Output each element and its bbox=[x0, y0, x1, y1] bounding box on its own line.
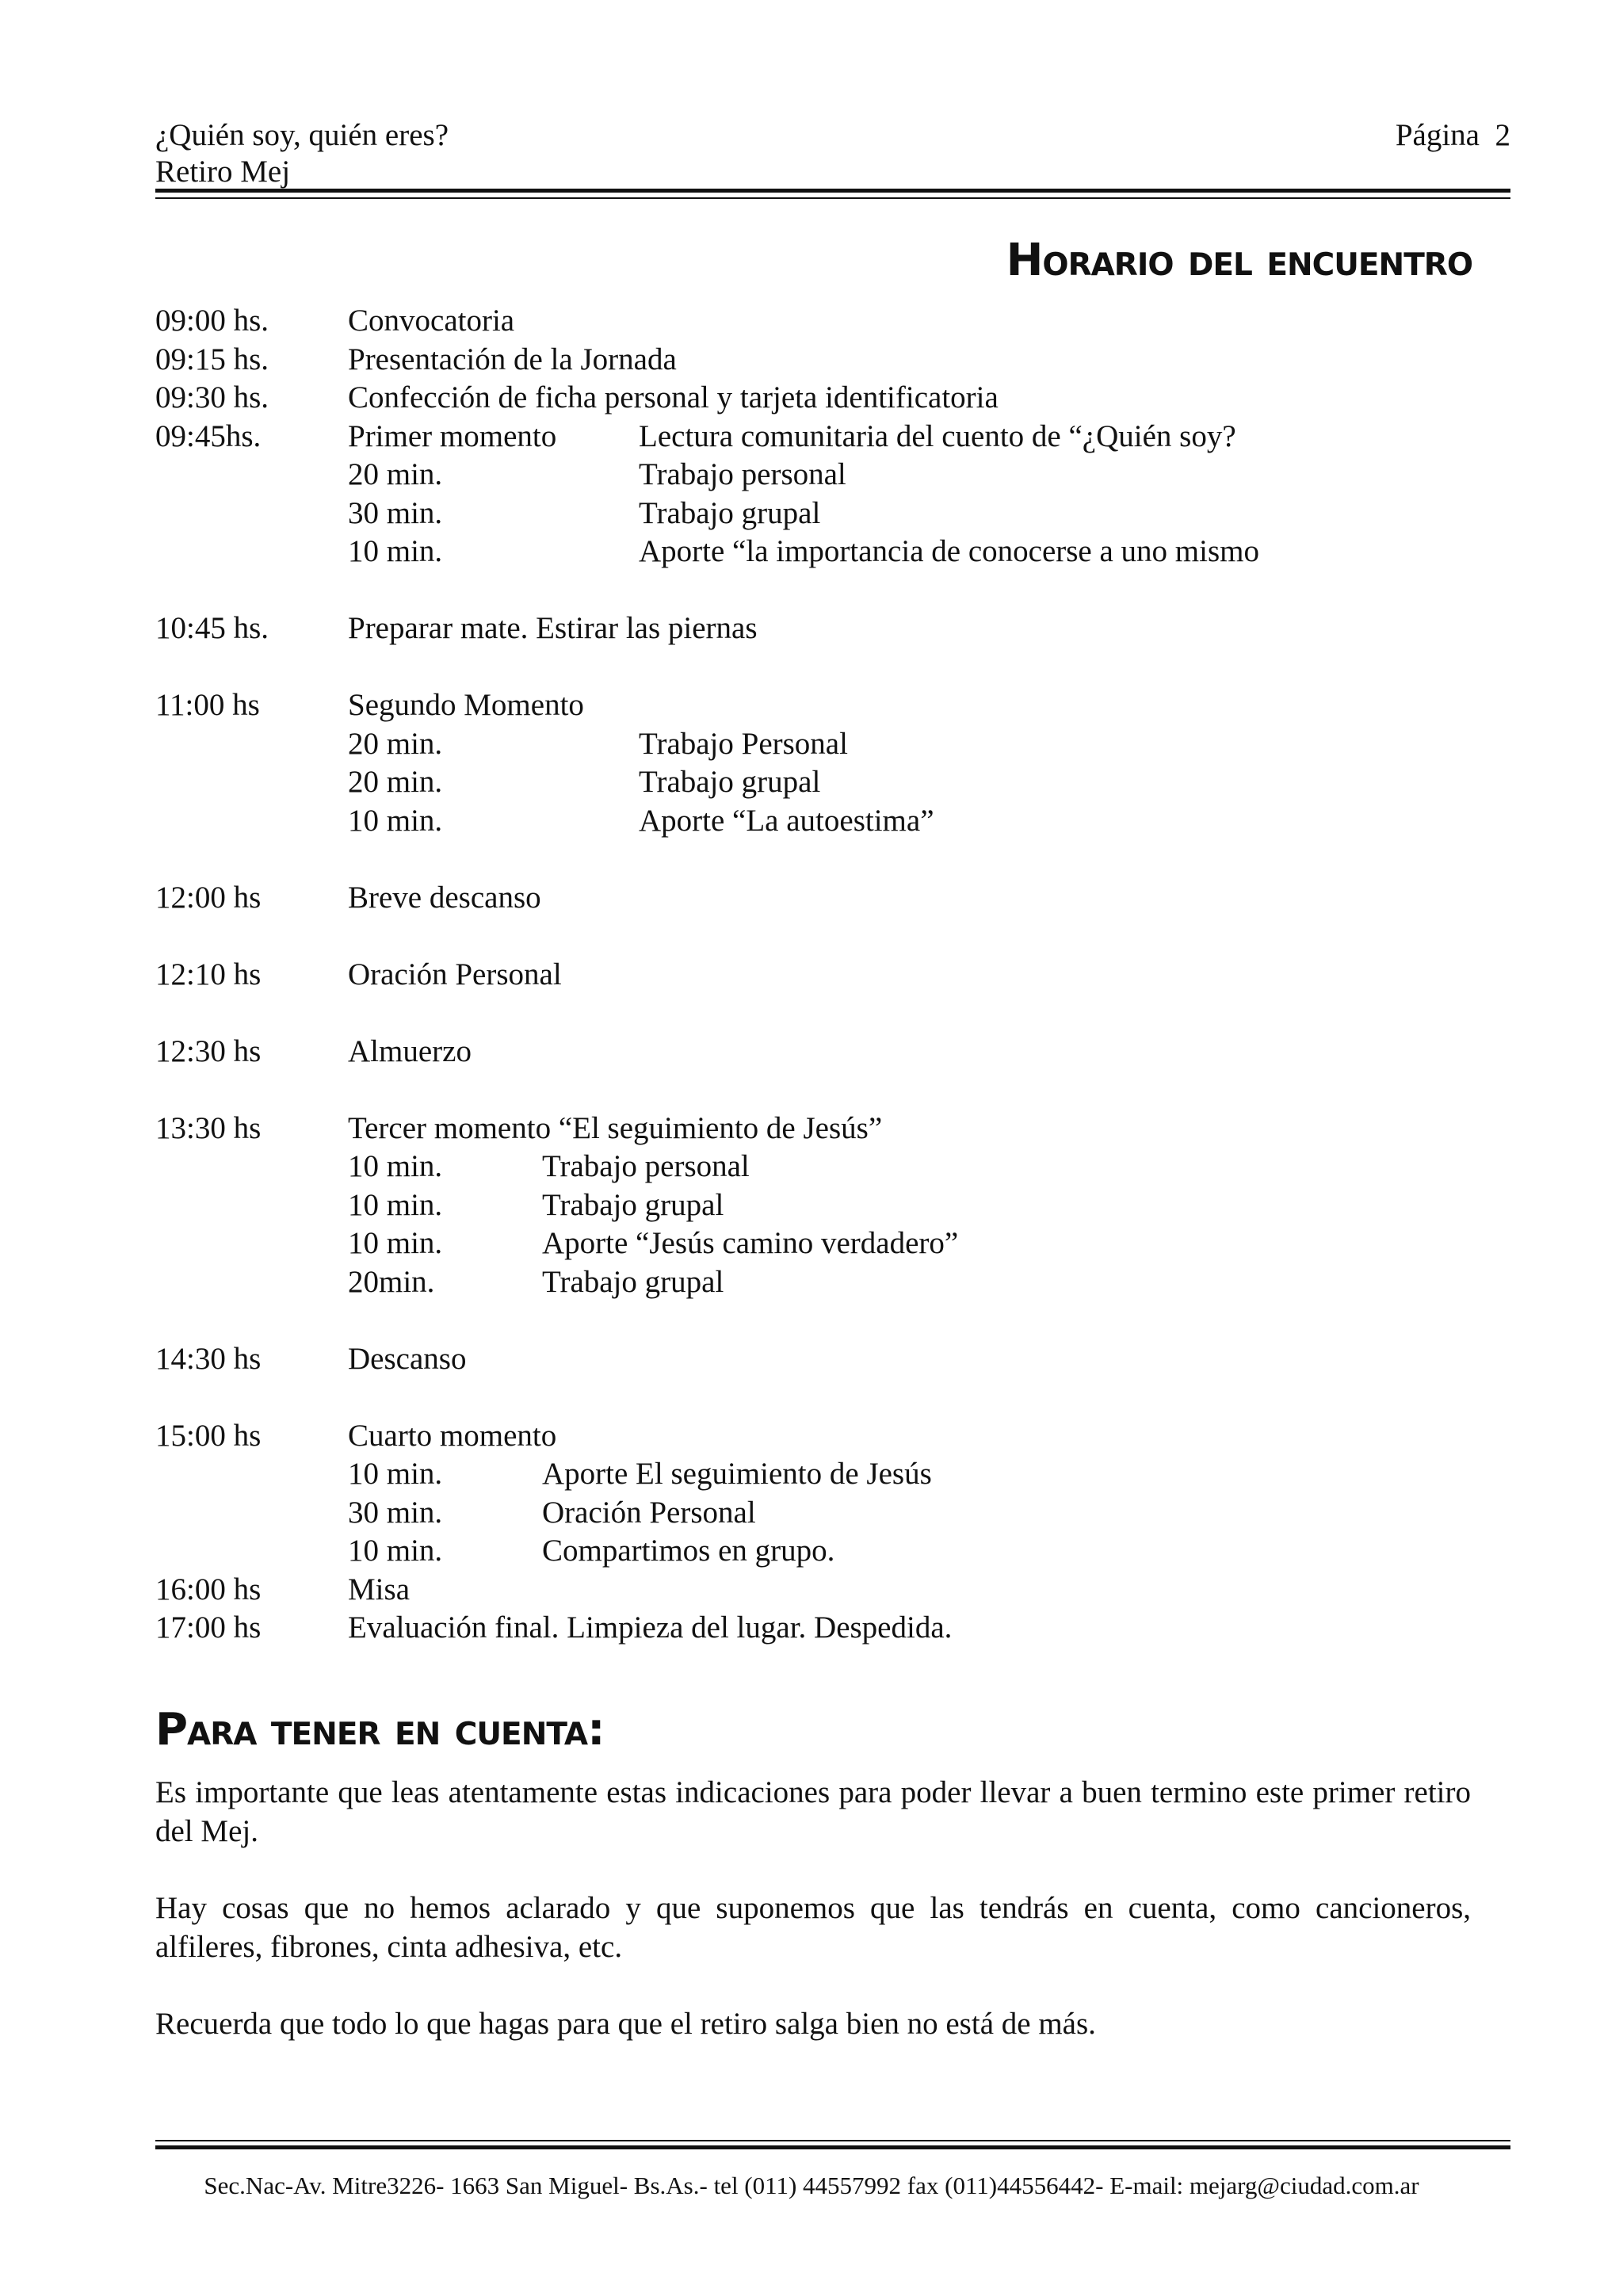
schedule-detail: Aporte El seguimiento de Jesús bbox=[542, 1457, 932, 1491]
schedule-time: 17:00 hs bbox=[155, 1610, 262, 1645]
schedule-row bbox=[155, 1571, 1518, 1610]
schedule-activity: 10 min. bbox=[348, 1187, 443, 1222]
schedule-activity: 30 min. bbox=[348, 495, 443, 530]
schedule-row bbox=[155, 495, 1518, 533]
schedule-activity: 20 min. bbox=[348, 765, 443, 799]
schedule-row bbox=[155, 1186, 1518, 1225]
schedule-row bbox=[155, 1263, 1518, 1302]
schedule-activity: Confección de ficha personal y tarjeta identificatoria bbox=[348, 380, 999, 415]
schedule-row bbox=[155, 1609, 1518, 1648]
schedule-row bbox=[155, 609, 1518, 648]
schedule-activity: Misa bbox=[348, 1572, 410, 1606]
document-title: ¿Quién soy, quién eres? bbox=[155, 118, 449, 152]
schedule-spacer bbox=[155, 648, 1518, 687]
schedule-time: 10:45 hs. bbox=[155, 611, 269, 645]
schedule-detail: Oración Personal bbox=[542, 1495, 756, 1530]
schedule-spacer bbox=[155, 994, 1518, 1033]
schedule-activity: Descanso bbox=[348, 1341, 467, 1376]
schedule-activity: Primer momento bbox=[348, 418, 557, 453]
schedule-activity: Evaluación final. Limpieza del lugar. Despedida. bbox=[348, 1610, 953, 1645]
footer-rule-thick bbox=[155, 2145, 1510, 2149]
schedule-time: 12:30 hs bbox=[155, 1033, 262, 1068]
schedule-time: 09:45hs. bbox=[155, 418, 262, 453]
schedule-detail: Trabajo grupal bbox=[542, 1187, 724, 1222]
page-number: Página 2 bbox=[1395, 118, 1510, 152]
header-rule-thin bbox=[155, 197, 1510, 199]
schedule-activity: Almuerzo bbox=[348, 1033, 472, 1068]
schedule-activity: Segundo Momento bbox=[348, 688, 584, 722]
schedule-detail: Aporte “la importancia de conocerse a uno mismo bbox=[639, 534, 1259, 568]
schedule-time: 13:30 hs bbox=[155, 1110, 262, 1145]
schedule-detail: Trabajo personal bbox=[639, 457, 846, 491]
schedule-heading: Horario del encuentro bbox=[1006, 235, 1472, 286]
header-rule-thick bbox=[155, 189, 1510, 193]
schedule-time: 12:10 hs bbox=[155, 957, 262, 991]
note-paragraph: Recuerda que todo lo que hagas para que el retiro salga bien no está de más. bbox=[155, 2007, 1096, 2041]
schedule-time: 14:30 hs bbox=[155, 1341, 262, 1376]
schedule-activity: Presentación de la Jornada bbox=[348, 342, 677, 376]
schedule-activity: Oración Personal bbox=[348, 957, 562, 991]
schedule-row bbox=[155, 879, 1518, 918]
note-paragraph: Es importante que leas atentamente estas indicaciones para poder llevar a buen termino este primer retiro del Mej. bbox=[155, 1775, 1471, 1848]
schedule-row bbox=[155, 956, 1518, 995]
schedule-row bbox=[155, 302, 1518, 341]
schedule-activity: 20min. bbox=[348, 1264, 435, 1299]
schedule-detail: Compartimos en grupo. bbox=[542, 1534, 835, 1568]
schedule-spacer bbox=[155, 917, 1518, 956]
schedule-activity: 10 min. bbox=[348, 803, 443, 838]
footer-contact: Sec.Nac-Av. Mitre3226- 1663 San Miguel- Bs.As.- tel (011) 44557992 fax (011)44556442- E-mail: mejarg@ciudad.com.ar bbox=[204, 2172, 1419, 2199]
schedule-time: 11:00 hs bbox=[155, 688, 260, 722]
schedule-activity: Tercer momento “El seguimiento de Jesús” bbox=[348, 1110, 883, 1145]
schedule-detail: Aporte “Jesús camino verdadero” bbox=[542, 1226, 959, 1260]
schedule-row bbox=[155, 763, 1518, 802]
schedule-row bbox=[155, 1033, 1518, 1072]
schedule-activity: Cuarto momento bbox=[348, 1418, 557, 1453]
schedule-row bbox=[155, 1417, 1518, 1456]
schedule-time: 09:00 hs. bbox=[155, 304, 269, 338]
schedule-activity: 20 min. bbox=[348, 726, 443, 761]
schedule-activity: 20 min. bbox=[348, 457, 443, 491]
schedule-row bbox=[155, 1110, 1518, 1148]
schedule-activity: 30 min. bbox=[348, 1495, 443, 1530]
schedule-activity: Breve descanso bbox=[348, 880, 541, 915]
schedule-row bbox=[155, 456, 1518, 495]
notes-heading: Para tener en cuenta: bbox=[155, 1704, 605, 1755]
document-subtitle: Retiro Mej bbox=[155, 155, 291, 189]
footer-rule-thin bbox=[155, 2140, 1510, 2141]
schedule-row bbox=[155, 1455, 1518, 1494]
schedule-activity: 10 min. bbox=[348, 1457, 443, 1491]
schedule-activity: Convocatoria bbox=[348, 304, 515, 338]
schedule-detail: Trabajo personal bbox=[542, 1149, 750, 1183]
schedule-time: 09:15 hs. bbox=[155, 342, 269, 376]
schedule-time: 15:00 hs bbox=[155, 1418, 262, 1453]
schedule-detail: Trabajo grupal bbox=[639, 495, 821, 530]
schedule-row bbox=[155, 725, 1518, 764]
schedule-row bbox=[155, 1148, 1518, 1186]
schedule-time: 16:00 hs bbox=[155, 1572, 262, 1606]
schedule-spacer bbox=[155, 1378, 1518, 1417]
schedule-detail: Trabajo grupal bbox=[542, 1264, 724, 1299]
schedule-row bbox=[155, 802, 1518, 841]
schedule-row bbox=[155, 1224, 1518, 1263]
schedule-activity: 10 min. bbox=[348, 1534, 443, 1568]
schedule-activity: Preparar mate. Estirar las piernas bbox=[348, 611, 758, 645]
schedule-row bbox=[155, 1340, 1518, 1379]
schedule-table bbox=[155, 302, 1518, 1648]
schedule-row bbox=[155, 1532, 1518, 1571]
schedule-spacer bbox=[155, 1301, 1518, 1340]
schedule-time: 12:00 hs bbox=[155, 880, 262, 915]
note-paragraph: Hay cosas que no hemos aclarado y que suponemos que las tendrás en cuenta, como cancioneros, alfileres, fibrones, cinta adhesiva, etc. bbox=[155, 1891, 1471, 1964]
schedule-detail: Trabajo Personal bbox=[639, 726, 848, 761]
schedule-spacer bbox=[155, 840, 1518, 879]
schedule-row bbox=[155, 686, 1518, 725]
schedule-row bbox=[155, 341, 1518, 380]
schedule-spacer bbox=[155, 571, 1518, 610]
schedule-detail: Aporte “La autoestima” bbox=[639, 803, 934, 838]
schedule-activity: 10 min. bbox=[348, 1226, 443, 1260]
schedule-activity: 10 min. bbox=[348, 534, 443, 568]
schedule-activity: 10 min. bbox=[348, 1149, 443, 1183]
schedule-spacer bbox=[155, 1071, 1518, 1110]
schedule-detail: Lectura comunitaria del cuento de “¿Quién soy? bbox=[639, 418, 1236, 453]
schedule-row bbox=[155, 1494, 1518, 1533]
schedule-time: 09:30 hs. bbox=[155, 380, 269, 415]
page-header-left bbox=[155, 117, 449, 190]
schedule-row bbox=[155, 379, 1518, 418]
schedule-detail: Trabajo grupal bbox=[639, 765, 821, 799]
schedule-row bbox=[155, 418, 1518, 457]
schedule-row bbox=[155, 533, 1518, 571]
